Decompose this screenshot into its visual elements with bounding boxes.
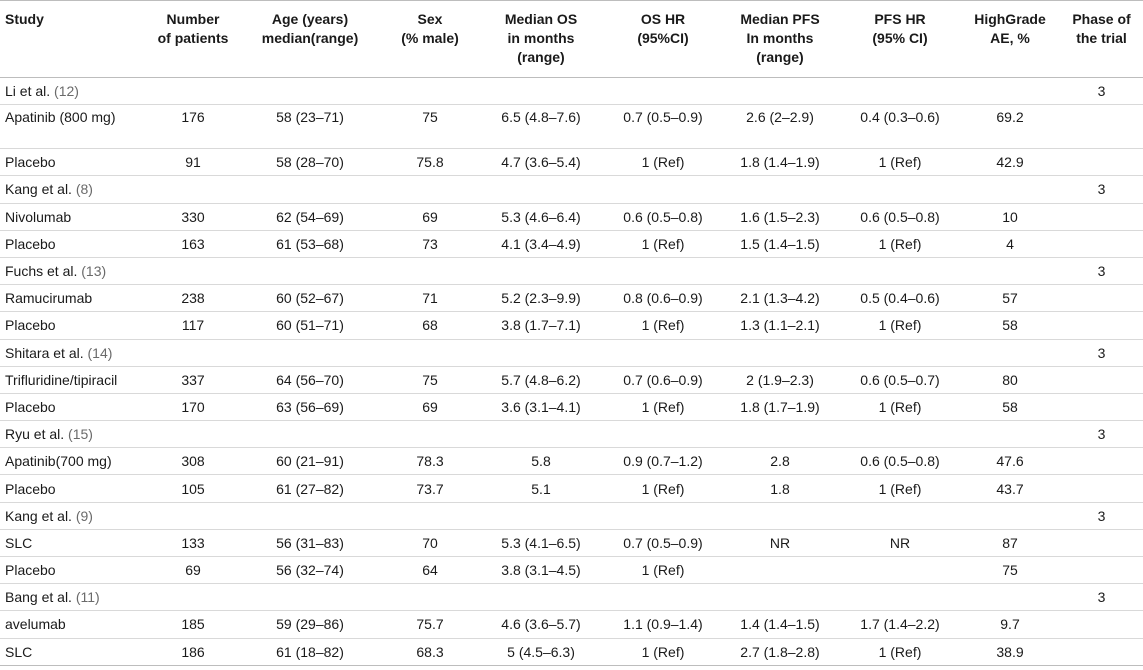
os-hr-cell: 1 (Ref): [606, 557, 720, 584]
column-header-line: Median OS: [504, 11, 578, 27]
arm-cell: Placebo: [0, 230, 150, 257]
phase-cell: 3: [1060, 584, 1143, 611]
empty-cell: [236, 176, 384, 203]
highgrade-ae-cell: 10: [960, 203, 1060, 230]
column-header-highgrade-ae: [960, 1, 1060, 78]
empty-cell: [960, 421, 1060, 448]
sex-cell: 75.8: [384, 149, 476, 176]
empty-cell: [606, 257, 720, 284]
highgrade-ae-cell: 43.7: [960, 475, 1060, 502]
column-header-line: (range): [756, 49, 804, 65]
arm-cell: Apatinib(700 mg): [0, 448, 150, 475]
number-of-patients-cell: 170: [150, 393, 236, 420]
column-header-os-hr: [606, 1, 720, 78]
median-os-cell: 5 (4.5–6.3): [476, 638, 606, 665]
median-os-cell: 5.3 (4.1–6.5): [476, 529, 606, 556]
os-hr-cell: 1 (Ref): [606, 638, 720, 665]
empty-cell: [606, 339, 720, 366]
median-pfs-cell: 1.8: [720, 475, 840, 502]
reference-link[interactable]: (14): [87, 344, 113, 361]
number-of-patients-cell: 337: [150, 366, 236, 393]
column-header-line: in months: [507, 30, 575, 46]
column-header-line: Study: [5, 11, 44, 27]
phase-cell: 3: [1060, 421, 1143, 448]
number-of-patients-cell: 238: [150, 285, 236, 312]
phase-cell: 3: [1060, 257, 1143, 284]
study-name: Ryu et al.: [5, 426, 65, 443]
number-of-patients-cell: 69: [150, 557, 236, 584]
empty-cell: [1060, 557, 1143, 584]
table-row: [0, 557, 1143, 584]
empty-cell: [384, 339, 476, 366]
reference-link[interactable]: (11): [75, 589, 100, 606]
median-os-cell: 4.6 (3.6–5.7): [476, 611, 606, 638]
empty-cell: [840, 584, 960, 611]
phase-cell: 3: [1060, 78, 1143, 105]
empty-cell: [960, 584, 1060, 611]
age-cell: 58 (23–71): [236, 105, 384, 149]
sex-cell: 68: [384, 312, 476, 339]
empty-cell: [150, 584, 236, 611]
median-os-cell: 3.8 (3.1–4.5): [476, 557, 606, 584]
column-header-median-os: [476, 1, 606, 78]
column-header-age: [236, 1, 384, 78]
number-of-patients-cell: 176: [150, 105, 236, 149]
table-row: [0, 366, 1143, 393]
median-pfs-cell: 1.8 (1.7–1.9): [720, 393, 840, 420]
empty-cell: [720, 584, 840, 611]
os-hr-cell: 0.6 (0.5–0.8): [606, 203, 720, 230]
study-group-row: [0, 421, 1143, 448]
sex-cell: 68.3: [384, 638, 476, 665]
number-of-patients-cell: 91: [150, 149, 236, 176]
sex-cell: 73: [384, 230, 476, 257]
empty-cell: [150, 502, 236, 529]
study-name: Bang et al.: [5, 589, 72, 606]
table-row: [0, 230, 1143, 257]
pfs-hr-cell: 1 (Ref): [840, 638, 960, 665]
empty-cell: [840, 176, 960, 203]
sex-cell: 75: [384, 105, 476, 149]
empty-cell: [720, 502, 840, 529]
arm-cell: Placebo: [0, 312, 150, 339]
empty-cell: [236, 502, 384, 529]
age-cell: 61 (18–82): [236, 638, 384, 665]
number-of-patients-cell: 105: [150, 475, 236, 502]
phase-cell: 3: [1060, 339, 1143, 366]
empty-cell: [960, 339, 1060, 366]
age-cell: 62 (54–69): [236, 203, 384, 230]
study-name-cell: [0, 78, 150, 105]
empty-cell: [476, 584, 606, 611]
empty-cell: [236, 584, 384, 611]
highgrade-ae-cell: 69.2: [960, 105, 1060, 149]
study-name: Shitara et al.: [5, 344, 84, 361]
empty-cell: [720, 421, 840, 448]
empty-cell: [606, 78, 720, 105]
study-name: Kang et al.: [5, 507, 72, 524]
arm-cell: SLC: [0, 529, 150, 556]
study-group-row: [0, 176, 1143, 203]
empty-cell: [606, 584, 720, 611]
column-header-line: Sex: [417, 11, 443, 27]
age-cell: 58 (28–70): [236, 149, 384, 176]
arm-cell: avelumab: [0, 611, 150, 638]
column-header-phase: [1060, 1, 1143, 78]
empty-cell: [384, 421, 476, 448]
highgrade-ae-cell: 47.6: [960, 448, 1060, 475]
number-of-patients-cell: 330: [150, 203, 236, 230]
highgrade-ae-cell: 9.7: [960, 611, 1060, 638]
os-hr-cell: 1 (Ref): [606, 393, 720, 420]
study-name-cell: [0, 176, 150, 203]
empty-cell: [150, 339, 236, 366]
median-pfs-cell: 1.5 (1.4–1.5): [720, 230, 840, 257]
median-os-cell: 3.8 (1.7–7.1): [476, 312, 606, 339]
median-pfs-cell: 1.8 (1.4–1.9): [720, 149, 840, 176]
empty-cell: [150, 421, 236, 448]
empty-cell: [720, 176, 840, 203]
empty-cell: [236, 257, 384, 284]
median-pfs-cell: 2.6 (2–2.9): [720, 105, 840, 149]
highgrade-ae-cell: 38.9: [960, 638, 1060, 665]
empty-cell: [384, 176, 476, 203]
table-row: [0, 312, 1143, 339]
column-header-line: (95% CI): [872, 30, 928, 46]
os-hr-cell: 1 (Ref): [606, 149, 720, 176]
empty-cell: [1060, 529, 1143, 556]
highgrade-ae-cell: 75: [960, 557, 1060, 584]
table-body: [0, 78, 1143, 666]
number-of-patients-cell: 163: [150, 230, 236, 257]
table-row: [0, 638, 1143, 665]
study-group-row: [0, 339, 1143, 366]
study-name-cell: [0, 421, 150, 448]
study-name-cell: [0, 584, 150, 611]
highgrade-ae-cell: 57: [960, 285, 1060, 312]
pfs-hr-cell: 1 (Ref): [840, 312, 960, 339]
arm-cell: Placebo: [0, 393, 150, 420]
study-group-row: [0, 257, 1143, 284]
column-header-line: (% male): [401, 30, 459, 46]
empty-cell: [960, 257, 1060, 284]
median-pfs-cell: 2.1 (1.3–4.2): [720, 285, 840, 312]
arm-cell: Placebo: [0, 475, 150, 502]
sex-cell: 70: [384, 529, 476, 556]
arm-cell: Ramucirumab: [0, 285, 150, 312]
age-cell: 64 (56–70): [236, 366, 384, 393]
median-os-cell: 5.8: [476, 448, 606, 475]
age-cell: 56 (31–83): [236, 529, 384, 556]
empty-cell: [720, 339, 840, 366]
empty-cell: [384, 502, 476, 529]
age-cell: 59 (29–86): [236, 611, 384, 638]
empty-cell: [606, 421, 720, 448]
pfs-hr-cell: 0.4 (0.3–0.6): [840, 105, 960, 149]
empty-cell: [840, 78, 960, 105]
empty-cell: [236, 339, 384, 366]
study-group-row: [0, 78, 1143, 105]
empty-cell: [1060, 366, 1143, 393]
empty-cell: [384, 584, 476, 611]
column-header-median-pfs: [720, 1, 840, 78]
empty-cell: [840, 502, 960, 529]
column-header-line: (range): [517, 49, 565, 65]
empty-cell: [1060, 285, 1143, 312]
column-header-line: In months: [746, 30, 814, 46]
median-os-cell: 4.1 (3.4–4.9): [476, 230, 606, 257]
empty-cell: [476, 339, 606, 366]
age-cell: 61 (53–68): [236, 230, 384, 257]
reference-link[interactable]: (9): [75, 507, 93, 524]
column-header-study: [0, 1, 150, 78]
empty-cell: [150, 257, 236, 284]
median-os-cell: 5.2 (2.3–9.9): [476, 285, 606, 312]
empty-cell: [236, 421, 384, 448]
column-header-line: Number: [166, 11, 220, 27]
median-pfs-cell: NR: [720, 529, 840, 556]
study-name-cell: [0, 502, 150, 529]
empty-cell: [1060, 203, 1143, 230]
median-os-cell: 4.7 (3.6–5.4): [476, 149, 606, 176]
sex-cell: 75.7: [384, 611, 476, 638]
pfs-hr-cell: NR: [840, 529, 960, 556]
empty-cell: [840, 421, 960, 448]
os-hr-cell: 0.7 (0.5–0.9): [606, 105, 720, 149]
number-of-patients-cell: 185: [150, 611, 236, 638]
empty-cell: [1060, 393, 1143, 420]
highgrade-ae-cell: 4: [960, 230, 1060, 257]
empty-cell: [840, 339, 960, 366]
empty-cell: [606, 176, 720, 203]
pfs-hr-cell: 1.7 (1.4–2.2): [840, 611, 960, 638]
age-cell: 60 (51–71): [236, 312, 384, 339]
median-pfs-cell: 1.4 (1.4–1.5): [720, 611, 840, 638]
pfs-hr-cell: 1 (Ref): [840, 475, 960, 502]
age-cell: 60 (21–91): [236, 448, 384, 475]
study-name-cell: [0, 339, 150, 366]
column-header-number-of-patients: [150, 1, 236, 78]
reference-link[interactable]: (13): [81, 263, 107, 280]
pfs-hr-cell: 0.6 (0.5–0.7): [840, 366, 960, 393]
age-cell: 60 (52–67): [236, 285, 384, 312]
median-pfs-cell: 2 (1.9–2.3): [720, 366, 840, 393]
column-header-line: the trial: [1076, 30, 1127, 46]
empty-cell: [384, 78, 476, 105]
median-os-cell: 6.5 (4.8–7.6): [476, 105, 606, 149]
os-hr-cell: 1 (Ref): [606, 312, 720, 339]
median-pfs-cell: 2.7 (1.8–2.8): [720, 638, 840, 665]
study-name: Fuchs et al.: [5, 263, 78, 280]
arm-cell: Placebo: [0, 149, 150, 176]
empty-cell: [476, 421, 606, 448]
age-cell: 61 (27–82): [236, 475, 384, 502]
table-row: [0, 149, 1143, 176]
number-of-patients-cell: 133: [150, 529, 236, 556]
column-header-line: AE, %: [990, 30, 1030, 46]
arm-cell: Placebo: [0, 557, 150, 584]
highgrade-ae-cell: 87: [960, 529, 1060, 556]
os-hr-cell: 1 (Ref): [606, 475, 720, 502]
column-header-sex: [384, 1, 476, 78]
pfs-hr-cell: 0.5 (0.4–0.6): [840, 285, 960, 312]
os-hr-cell: 1.1 (0.9–1.4): [606, 611, 720, 638]
empty-cell: [720, 78, 840, 105]
os-hr-cell: 0.8 (0.6–0.9): [606, 285, 720, 312]
highgrade-ae-cell: 58: [960, 393, 1060, 420]
number-of-patients-cell: 117: [150, 312, 236, 339]
pfs-hr-cell: 1 (Ref): [840, 393, 960, 420]
table-row: [0, 393, 1143, 420]
empty-cell: [606, 502, 720, 529]
number-of-patients-cell: 186: [150, 638, 236, 665]
reference-link[interactable]: (8): [75, 181, 93, 198]
sex-cell: 73.7: [384, 475, 476, 502]
highgrade-ae-cell: 42.9: [960, 149, 1060, 176]
median-pfs-cell: 1.3 (1.1–2.1): [720, 312, 840, 339]
sex-cell: 78.3: [384, 448, 476, 475]
median-os-cell: 3.6 (3.1–4.1): [476, 393, 606, 420]
column-header-line: (95%CI): [637, 30, 689, 46]
reference-link[interactable]: (12): [54, 83, 79, 100]
sex-cell: 64: [384, 557, 476, 584]
arm-cell: Apatinib (800 mg): [0, 105, 150, 149]
study-name-cell: [0, 257, 150, 284]
empty-cell: [1060, 611, 1143, 638]
sex-cell: 75: [384, 366, 476, 393]
table-header: [0, 1, 1143, 78]
empty-cell: [960, 176, 1060, 203]
median-os-cell: 5.3 (4.6–6.4): [476, 203, 606, 230]
pfs-hr-cell: 1 (Ref): [840, 149, 960, 176]
table-row: [0, 475, 1143, 502]
median-pfs-cell: 2.8: [720, 448, 840, 475]
empty-cell: [1060, 149, 1143, 176]
arm-cell: SLC: [0, 638, 150, 665]
phase-cell: 3: [1060, 502, 1143, 529]
empty-cell: [960, 78, 1060, 105]
empty-cell: [960, 502, 1060, 529]
phase-cell: 3: [1060, 176, 1143, 203]
table-row: [0, 611, 1143, 638]
study-name: Kang et al.: [5, 181, 72, 198]
empty-cell: [720, 257, 840, 284]
empty-cell: [476, 78, 606, 105]
sex-cell: 69: [384, 203, 476, 230]
empty-cell: [476, 257, 606, 284]
highgrade-ae-cell: 58: [960, 312, 1060, 339]
empty-cell: [476, 176, 606, 203]
column-header-line: of patients: [157, 30, 229, 46]
reference-link[interactable]: (15): [68, 426, 93, 443]
arm-cell: Nivolumab: [0, 203, 150, 230]
median-os-cell: 5.1: [476, 475, 606, 502]
column-header-line: OS HR: [640, 11, 686, 27]
column-header-line: median(range): [261, 30, 359, 46]
sex-cell: 71: [384, 285, 476, 312]
column-header-line: Phase of: [1072, 11, 1131, 27]
empty-cell: [150, 176, 236, 203]
os-hr-cell: 0.7 (0.6–0.9): [606, 366, 720, 393]
column-header-line: PFS HR: [874, 11, 926, 27]
pfs-hr-cell: [840, 557, 960, 584]
study-group-row: [0, 584, 1143, 611]
empty-cell: [1060, 230, 1143, 257]
empty-cell: [1060, 475, 1143, 502]
age-cell: 63 (56–69): [236, 393, 384, 420]
empty-cell: [1060, 448, 1143, 475]
empty-cell: [476, 502, 606, 529]
median-os-cell: 5.7 (4.8–6.2): [476, 366, 606, 393]
os-hr-cell: 0.7 (0.5–0.9): [606, 529, 720, 556]
sex-cell: 69: [384, 393, 476, 420]
table-row: [0, 203, 1143, 230]
empty-cell: [1060, 312, 1143, 339]
empty-cell: [236, 78, 384, 105]
pfs-hr-cell: 0.6 (0.5–0.8): [840, 203, 960, 230]
study-name: Li et al.: [5, 83, 51, 100]
os-hr-cell: 0.9 (0.7–1.2): [606, 448, 720, 475]
number-of-patients-cell: 308: [150, 448, 236, 475]
study-group-row: [0, 502, 1143, 529]
pfs-hr-cell: 0.6 (0.5–0.8): [840, 448, 960, 475]
table-row: [0, 285, 1143, 312]
column-header-line: HighGrade: [974, 11, 1046, 27]
os-hr-cell: 1 (Ref): [606, 230, 720, 257]
column-header-line: Age (years): [271, 11, 349, 27]
highgrade-ae-cell: 80: [960, 366, 1060, 393]
pfs-hr-cell: 1 (Ref): [840, 230, 960, 257]
column-header-line: Median PFS: [740, 11, 820, 27]
arm-cell: Trifluridine/tipiracil: [0, 366, 150, 393]
table-row: [0, 448, 1143, 475]
empty-cell: [150, 78, 236, 105]
table-row: [0, 529, 1143, 556]
table-row: [0, 105, 1143, 149]
column-header-pfs-hr: [840, 1, 960, 78]
empty-cell: [384, 257, 476, 284]
empty-cell: [840, 257, 960, 284]
median-pfs-cell: [720, 557, 840, 584]
empty-cell: [1060, 638, 1143, 665]
median-pfs-cell: 1.6 (1.5–2.3): [720, 203, 840, 230]
empty-cell: [1060, 105, 1143, 149]
age-cell: 56 (32–74): [236, 557, 384, 584]
